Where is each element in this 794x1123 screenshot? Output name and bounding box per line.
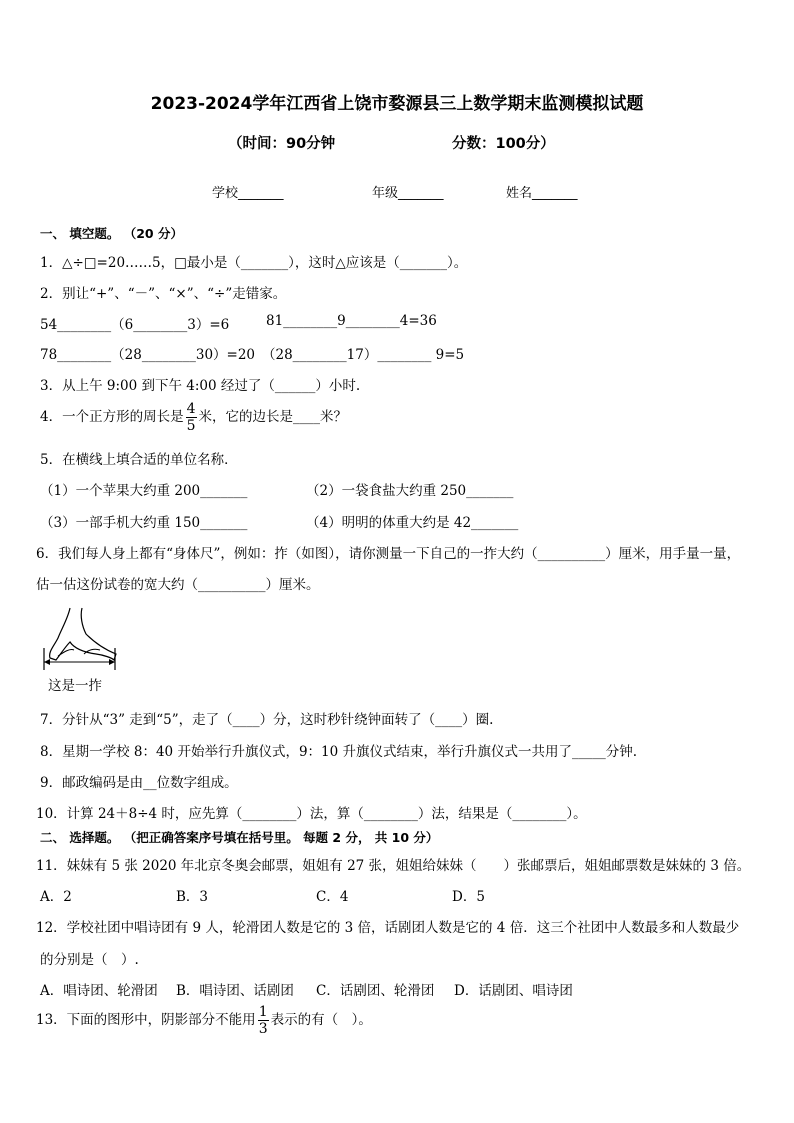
hand-span-figure bbox=[40, 604, 120, 674]
question-5-item-3: （3）一部手机大约重 150_______ bbox=[40, 515, 248, 531]
question-12-line-2: 的分别是（ ）. bbox=[40, 952, 139, 968]
question-12-option-d: D．话剧团、唱诗团 bbox=[454, 983, 573, 999]
name-field: 姓名_______ bbox=[506, 186, 578, 201]
question-5-item-4: （4）明明的体重大约是 42_______ bbox=[306, 515, 519, 531]
question-13-text-post: 表示的有（ ）。 bbox=[270, 1012, 372, 1028]
question-13 bbox=[36, 1005, 372, 1036]
question-2-item-d: （28________17）________ 9=5 bbox=[262, 347, 465, 363]
question-5-item-2: （2）一袋食盐大约重 250_______ bbox=[306, 483, 514, 499]
question-4 bbox=[40, 402, 347, 433]
fraction-denominator: 5 bbox=[186, 418, 196, 434]
question-4-text-pre: 4．一个正方形的周长是 bbox=[40, 409, 184, 425]
fraction-numerator: 4 bbox=[186, 401, 196, 417]
question-2: 2．别让“+”、“－”、“×”、“÷”走错家。 bbox=[40, 286, 287, 302]
question-11-option-a: A．2 bbox=[40, 889, 72, 905]
fraction-numerator: 1 bbox=[258, 1004, 268, 1020]
question-8: 8．星期一学校 8：40 开始举行升旗仪式，9：10 升旗仪式结束，举行升旗仪式一共用了_____分钟. bbox=[40, 744, 638, 760]
question-11-option-c: C．4 bbox=[316, 889, 349, 905]
section-heading-fill-blank: 一、 填空题。 （20 分） bbox=[40, 226, 183, 241]
question-13-text-pre: 13．下面的图形中，阴影部分不能用 bbox=[36, 1012, 256, 1028]
question-12-line-1: 12．学校社团中唱诗团有 9 人，轮滑团人数是它的 3 倍，话剧团人数是它的 4 倍．这三个社团中人数最多和人数最少 bbox=[36, 920, 740, 936]
question-6-line-2: 估一估这份试卷的宽大约（__________）厘米。 bbox=[36, 577, 320, 593]
section-heading-choice: 二、 选择题。 （把正确答案序号填在括号里。 每题 2 分， 共 10 分） bbox=[40, 830, 439, 845]
question-5: 5．在横线上填合适的单位名称． bbox=[40, 452, 238, 468]
question-4-text-post: 米，它的边长是____米？ bbox=[198, 409, 348, 425]
question-1: 1．△÷□=20……5，□最小是（_______），这时△应该是（_______）。 bbox=[40, 255, 468, 271]
question-6-line-1: 6．我们每人身上都有“身体尺”，例如：拃（如图），请你测量一下自己的一拃大约（__________）厘米，用手量一量， bbox=[36, 546, 741, 562]
fraction-one-third bbox=[258, 1005, 269, 1036]
question-7: 7．分针从“3” 走到“5”，走了（____）分，这时秒针绕钟面转了（____）圈. bbox=[40, 712, 494, 728]
question-9: 9．邮政编码是由__位数字组成。 bbox=[40, 775, 238, 791]
question-2-item-c: 78________（28________30）=20 bbox=[40, 347, 256, 363]
grade-field: 年级_______ bbox=[372, 186, 444, 201]
question-5-item-1: （1）一个苹果大约重 200_______ bbox=[40, 483, 248, 499]
question-3: 3．从上午 9:00 到下午 4:00 经过了（______）小时. bbox=[40, 378, 361, 394]
question-2-item-a: 54________（6________3）=6 bbox=[40, 317, 230, 333]
question-12-option-a: A．唱诗团、轮滑团 bbox=[40, 983, 158, 999]
question-11-option-b: B．3 bbox=[176, 889, 209, 905]
question-12-option-c: C．话剧团、轮滑团 bbox=[316, 983, 435, 999]
time-label: （时间：90分钟 bbox=[228, 136, 336, 152]
question-2-item-b: 81________9________4=36 bbox=[266, 313, 437, 329]
figure-caption: 这是一拃 bbox=[48, 678, 102, 694]
page-title: 2023-2024学年江西省上饶市婺源县三上数学期末监测模拟试题 bbox=[150, 94, 644, 114]
question-10: 10．计算 24＋8÷4 时，应先算（________）法，算（________）法，结果是（________）。 bbox=[36, 806, 587, 822]
school-field: 学校_______ bbox=[212, 186, 284, 201]
question-12-option-b: B．唱诗团、话剧团 bbox=[176, 983, 294, 999]
fraction-denominator: 3 bbox=[258, 1021, 268, 1037]
fraction-four-fifths bbox=[186, 402, 197, 433]
question-11: 11．妹妹有 5 张 2020 年北京冬奥会邮票，姐姐有 27 张，姐姐给妹妹（ ）张邮票后，姐姐邮票数是妹妹的 3 倍。 bbox=[36, 858, 751, 874]
question-11-option-d: D．5 bbox=[452, 889, 485, 905]
score-label: 分数：100分） bbox=[452, 136, 555, 152]
